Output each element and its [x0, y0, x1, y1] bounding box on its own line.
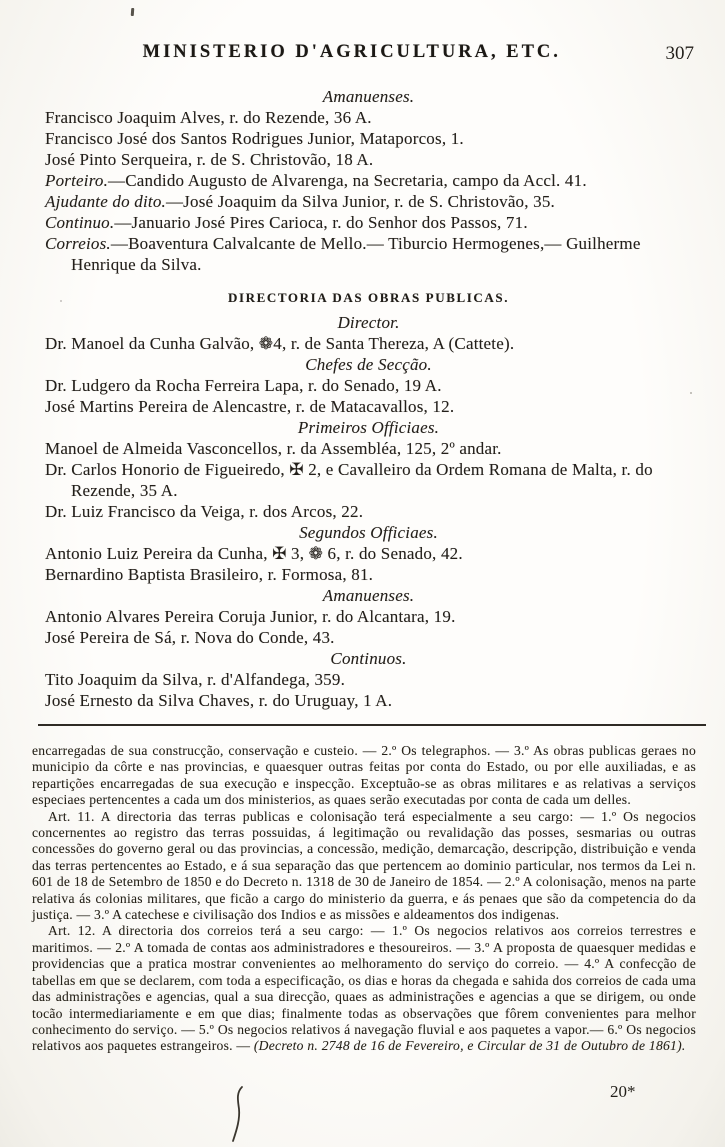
roster-entry: José Martins Pereira de Alencastre, r. de Matacavallos, 12. — [45, 397, 455, 416]
roster-entry — [45, 191, 692, 212]
roster-entry: Francisco Joaquim Alves, r. do Rezende, 36 A. — [45, 108, 372, 127]
footnote-paragraph-text: Art. 12. A directoria dos correios terá a seu cargo: — 1.º Os negocios relativos aos correios terrestres e maritimos. — 2.º A tomada de contas aos administradores e thesoureiros. — 3.º A proposta de quaesquer medidas e providencias que a pratica mostrar convenientes ao melhoramento do serviço do correio. — 4.º A confecção de tabellas em que se declarem, com toda a especificação, os dias e horas da chegada e sahida dos correios de cada uma das administrações e agencias, qual a sua direcção, quaes as administrações e agencias a que se dirigem, ou onde tocão intermediariamente e em que dias; finalmente todas as observações que fôrem convenientes para melhor conhecimento do serviço. — 5.º Os negocios relativos á navegação fluvial e aos paquetes a vapor.— 6.º Os negocios relativos aos paquetes estrangeiros. — — [32, 923, 696, 1054]
footnote-paragraph — [32, 923, 696, 1054]
page-header — [45, 42, 692, 68]
role-heading: Amanuenses. — [322, 586, 415, 605]
roster-entry: Dr. Manoel da Cunha Galvão, ❁4, r. de Santa Thereza, A (Cattete). — [45, 334, 515, 353]
staff-roster — [45, 86, 692, 711]
footnote-paragraph: Art. 11. A directoria das terras publicas e colonisação terá especialmente a seu cargo: — 1.º Os negocios concernentes ao registro das terras possuidas, á legitimação ou revalidação das posses, sesmarias ou outras concessões do governo geral ou das provincias, a concessão, medição, demarcação, descripção, distribuição e venda das terras pertencentes ao Estado, e á sua separação das que pertencem ao dominio particular, nos termos da Lei n. 601 de 18 de Setembro de 1850 e do Decreto n. 1318 de 30 de Janeiro de 1854. — 2.º A colonisação, menos na parte relativa ás colonias militares, que ficão a cargo do ministerio da guerra, e ás penaes que são da competencia do da justiça. — 3.º A catechese e civilisação dos Indios e as missões e aldeamentos dos indigenas. — [32, 808, 696, 923]
roster-entry: Tito Joaquim da Silva, r. d'Alfandega, 359. — [45, 670, 346, 689]
role-heading: Primeiros Officiaes. — [297, 418, 440, 437]
role-heading: Chefes de Secção. — [305, 355, 432, 374]
roster-entry: Dr. Luiz Francisco da Veiga, r. dos Arcos, 22. — [45, 502, 364, 521]
role-label: Ajudante do dito. — [45, 192, 166, 211]
roster-entry: Antonio Alvares Pereira Coruja Junior, r. do Alcantara, 19. — [45, 607, 456, 626]
roster-entry: Manoel de Almeida Vasconcellos, r. da Assembléa, 125, 2º andar. — [45, 439, 502, 458]
roster-entry-text: —José Joaquim da Silva Junior, r. de S. Christovão, 35. — [165, 192, 556, 211]
roster-entry: Bernardino Baptista Brasileiro, r. Formosa, 81. — [45, 565, 374, 584]
decree-citation: (Decreto n. 2748 de 16 de Fevereiro, e Circular de 31 de Outubro de 1861). — [253, 1038, 686, 1054]
role-heading: Continuos. — [330, 649, 407, 668]
scan-speck — [131, 8, 135, 16]
role-heading: Amanuenses. — [322, 87, 415, 106]
page-title: MINISTERIO D'AGRICULTURA, ETC. — [142, 42, 561, 62]
roster-entry: Antonio Luiz Pereira da Cunha, ✠ 3, ❁ 6, r. do Senado, 42. — [45, 544, 463, 563]
roster-entry: José Pinto Serqueira, r. de S. Christovão, 18 A. — [45, 150, 374, 169]
roster-entry: José Ernesto da Silva Chaves, r. do Uruguay, 1 A. — [45, 691, 393, 710]
page-number: 307 — [665, 43, 694, 64]
ink-squiggle — [225, 1085, 251, 1143]
roster-entry: Francisco José dos Santos Rodrigues Junior, Mataporcos, 1. — [45, 129, 464, 148]
role-heading: Segundos Officiaes. — [299, 523, 438, 542]
role-heading: Director. — [337, 313, 400, 332]
roster-entry: Dr. Ludgero da Rocha Ferreira Lapa, r. do Senado, 19 A. — [45, 376, 442, 395]
role-label: Porteiro. — [45, 171, 109, 190]
footnote-paragraph: encarregadas de sua construcção, conservação e custeio. — 2.º Os telegraphos. — 3.º As obras publicas geraes no municipio da côrte e nas provincias, e quaesquer outras feitas por conta do Estado, ou por elle auxiliadas, e as repartições encarregadas de sua execução e inspecção. Exceptuão-se as obras militares e as relativas a serviços especiaes pertencentes a cada um dos ministerios, as quaes serão executadas por conta de cada um delles. — [32, 743, 696, 808]
roster-entry-text: —Januario José Pires Carioca, r. do Senhor dos Passos, 71. — [114, 213, 528, 232]
role-label: Correios. — [45, 234, 111, 253]
role-label: Continuo. — [45, 213, 115, 232]
roster-entry: Dr. Carlos Honorio de Figueiredo, ✠ 2, e Cavalleiro da Ordem Romana de Malta, r. do Rezende, 35 A. — [45, 460, 653, 500]
roster-entry — [45, 212, 692, 233]
signature-mark: 20* — [610, 1082, 636, 1101]
page-content — [32, 42, 696, 1055]
roster-entry — [45, 233, 692, 275]
roster-entry-text: —Candido Augusto de Alvarenga, na Secretaria, campo da Accl. 41. — [108, 171, 587, 190]
footnote-divider — [38, 724, 706, 726]
roster-entry-text: —Boaventura Calvalcante de Mello.— Tiburcio Hermogenes,— Guilherme Henrique da Silva. — [71, 234, 641, 274]
section-heading: DIRECTORIA DAS OBRAS PUBLICAS. — [227, 290, 510, 305]
roster-entry: José Pereira de Sá, r. Nova do Conde, 43. — [45, 628, 335, 647]
footnote-block — [32, 743, 696, 1055]
roster-entry — [45, 170, 692, 191]
